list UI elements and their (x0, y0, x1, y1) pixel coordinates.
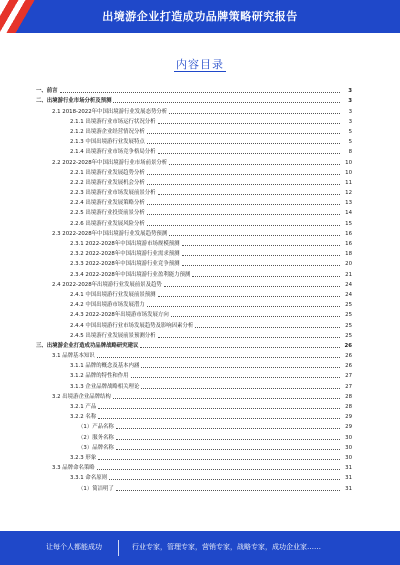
toc-entry-page: 3 (348, 98, 352, 105)
toc-entry-title: 3.1.3 企业品牌战略相关理论 (70, 383, 140, 390)
toc-dot-leader (147, 174, 340, 175)
toc-entry[interactable] (36, 206, 352, 216)
toc-entry[interactable] (36, 227, 352, 237)
footer-divider (118, 540, 119, 556)
toc-entry-title: 2.3.4 2022-2028年中国出境游行业盈利能力预测 (70, 271, 191, 278)
toc-entry-page: 5 (348, 128, 352, 135)
toc-dot-leader (182, 255, 341, 256)
toc-entry-page: 25 (345, 332, 352, 339)
toc-entry-page: 24 (345, 281, 352, 288)
toc-entry-page: 18 (345, 251, 352, 258)
toc-entry-title: 2.2.4 出境游行业发展策略分析 (70, 200, 145, 207)
toc-entry-page: 30 (345, 444, 352, 451)
toc-entry-page: 21 (345, 271, 352, 278)
toc-entry-title: 2.3.3 2022-2028年中国出境游行业竞争预测 (70, 261, 180, 268)
report-title: 出境游企业打造成功品牌策略研究报告 (102, 10, 298, 23)
toc-entry[interactable] (36, 379, 352, 389)
toc-dot-leader (131, 377, 340, 378)
toc-dot-leader (195, 327, 340, 328)
toc-dot-leader (169, 113, 340, 114)
toc-entry-title: （2）服务名称 (78, 434, 114, 441)
toc-entry-page: 15 (345, 220, 352, 227)
toc-entry[interactable] (36, 308, 352, 318)
toc-entry-page: 27 (345, 383, 352, 390)
toc-entry[interactable] (36, 400, 352, 410)
toc-entry-title: 2.2.3 出境游行业市场发展前景分析 (70, 190, 156, 197)
toc-entry-title: 3.2 出境游企业品牌结构 (52, 393, 111, 400)
toc-entry-title: 2.1.3 中国出境游行业发展特点 (70, 139, 145, 146)
toc-entry-page: 24 (345, 291, 352, 298)
toc-entry-title: 3.1 品牌基本知识 (52, 353, 95, 360)
toc-dot-leader (147, 225, 340, 226)
toc-dot-leader (158, 337, 340, 338)
toc-entry-page: 29 (345, 424, 352, 431)
toc-entry-page: 26 (345, 353, 352, 360)
toc-entry-title: 2.2 2022-2028年中国出境游行业市场前景分析 (52, 159, 168, 166)
toc-entry-page: 29 (345, 414, 352, 421)
toc-entry-title: （3）品牌名称 (78, 444, 114, 451)
toc-dot-leader (147, 184, 340, 185)
toc-heading: 内容目录 (176, 58, 224, 71)
toc-dot-leader (141, 367, 340, 368)
toc-dot-leader (141, 388, 340, 389)
toc-entry-title: 2.3.2 2022-2028年中国出境游行业需求预测 (70, 251, 180, 258)
toc-dot-leader (98, 459, 340, 460)
toc-entry-page: 5 (348, 139, 352, 146)
toc-heading-underline (174, 71, 226, 72)
toc-entry[interactable] (36, 441, 352, 451)
toc-entry[interactable] (36, 278, 352, 288)
toc-entry[interactable] (36, 155, 352, 165)
footer-experts-text: 行业专家，管理专家，营销专家，战略专家，成功企业家…… (132, 543, 321, 551)
toc-entry[interactable] (36, 329, 352, 339)
toc-entry-page: 8 (348, 149, 352, 156)
toc-entry-page: 31 (345, 475, 352, 482)
toc-entry[interactable] (36, 430, 352, 440)
toc-entry-title: 2.3 2022-2028年中国出境游行业发展趋势预测 (52, 230, 168, 237)
toc-entry-page: 16 (345, 230, 352, 237)
toc-entry-page: 10 (345, 159, 352, 166)
toc-entry[interactable] (36, 451, 352, 461)
toc-entry[interactable] (36, 166, 352, 176)
toc-entry[interactable] (36, 339, 352, 349)
toc-entry-title: 2.4.4 中国出境游行业市场发展趋势及影响因素分析 (70, 322, 194, 329)
toc-dot-leader (98, 408, 340, 409)
toc-dot-leader (171, 316, 340, 317)
toc-dot-leader (116, 449, 340, 450)
toc-dot-leader (158, 123, 340, 124)
toc-entry[interactable] (36, 318, 352, 328)
toc-entry[interactable] (36, 125, 352, 135)
toc-dot-leader (113, 102, 340, 103)
toc-entry-title: 3.1.2 品牌的特性和作用 (70, 373, 129, 380)
toc-dot-leader (147, 143, 340, 144)
toc-dot-leader (169, 164, 340, 165)
toc-dot-leader (182, 265, 341, 266)
toc-dot-leader (147, 306, 340, 307)
toc-entry[interactable] (36, 247, 352, 257)
toc-entry-title: （1）简洁明了 (78, 485, 114, 492)
toc-entry-page: 20 (345, 261, 352, 268)
toc-dot-leader (169, 235, 340, 236)
toc-entry-title: 三、出境游企业打造成功品牌战略研究建议 (36, 342, 139, 349)
toc-dot-leader (97, 357, 340, 358)
toc-entry-title: 2.4 2022-2028年出境游行业发展前景及趋势 (52, 281, 162, 288)
toc-entry-page: 31 (345, 465, 352, 472)
toc-entry-page: 3 (348, 108, 352, 115)
toc-entry[interactable] (36, 237, 352, 247)
toc-entry[interactable] (36, 481, 352, 491)
toc-entry-page: 26 (345, 363, 352, 370)
toc-dot-leader (158, 296, 340, 297)
toc-dot-leader (158, 194, 340, 195)
toc-entry-title: 3.3.1 命名原则 (70, 475, 107, 482)
toc-dot-leader (147, 204, 340, 205)
toc-entry-title: 2.2.2 出境游行业发展机会分析 (70, 179, 145, 186)
toc-entry-page: 3 (348, 118, 352, 125)
toc-entry[interactable] (36, 420, 352, 430)
toc-entry[interactable] (36, 94, 352, 104)
toc-entry[interactable] (36, 359, 352, 369)
toc-entry-title: 2.2.5 出境游行业投资前景分析 (70, 210, 145, 217)
toc-dot-leader (147, 133, 340, 134)
toc-entry[interactable] (36, 216, 352, 226)
toc-entry[interactable] (36, 267, 352, 277)
toc-dot-leader (140, 347, 340, 348)
toc-entry[interactable] (36, 135, 352, 145)
toc-entry-title: 2.1.4 出境游行业市场竞争格局分析 (70, 149, 156, 156)
toc-entry-title: 2.1 2018-2022年中国出境游行业发展态势分析 (52, 108, 168, 115)
toc-dot-leader (97, 469, 340, 470)
toc-dot-leader (113, 398, 340, 399)
toc-entry-title: 3.2.1 产品 (70, 404, 97, 410)
toc-entry-title: 3.2.3 形象 (70, 454, 97, 461)
toc-dot-leader (116, 428, 340, 429)
toc-entry-title: 3.1.1 品牌的概念及基本内涵 (70, 363, 140, 370)
toc-entry-page: 12 (345, 190, 352, 197)
table-of-contents (36, 84, 352, 492)
toc-entry-page: 28 (345, 404, 352, 410)
toc-dot-leader (98, 418, 340, 419)
toc-entry-title: 3.3 品牌命名策略 (52, 465, 95, 472)
toc-entry-title: 一、前言 (36, 88, 58, 95)
toc-entry[interactable] (36, 176, 352, 186)
toc-dot-leader (192, 276, 340, 277)
toc-entry-title: 二、出境游行业市场分析及预测 (36, 98, 112, 105)
toc-entry[interactable] (36, 104, 352, 114)
toc-dot-leader (116, 490, 340, 491)
toc-dot-leader (147, 214, 340, 215)
toc-dot-leader (164, 286, 340, 287)
toc-entry-page: 16 (345, 241, 352, 247)
toc-entry-page: 25 (345, 302, 352, 309)
toc-entry-title: 2.4.2 中国出境游市场发展潜力 (70, 302, 145, 309)
toc-entry[interactable] (36, 298, 352, 308)
toc-entry-page: 3 (348, 88, 352, 95)
toc-entry-page: 14 (345, 210, 352, 217)
toc-entry-page: 30 (345, 434, 352, 441)
toc-entry-page: 25 (345, 322, 352, 329)
toc-entry[interactable] (36, 471, 352, 481)
toc-dot-leader (158, 153, 340, 154)
toc-entry[interactable] (36, 145, 352, 155)
toc-entry-page: 31 (345, 485, 352, 492)
toc-entry[interactable] (36, 410, 352, 420)
toc-entry[interactable] (36, 369, 352, 379)
toc-entry-page: 26 (344, 342, 352, 349)
toc-entry-page: 13 (345, 200, 352, 207)
toc-dot-leader (109, 479, 340, 480)
toc-entry-title: （1）产品名称 (78, 424, 114, 431)
footer-banner (0, 531, 400, 565)
toc-dot-leader (116, 439, 340, 440)
toc-entry-page: 28 (345, 393, 352, 400)
toc-entry-title: 2.4.1 中国出境游行业发展前景预测 (70, 291, 156, 298)
toc-entry-title: 3.2.2 名称 (70, 414, 97, 421)
toc-entry-title: 2.4.5 出境游行业发展前景预测分析 (70, 332, 156, 339)
toc-entry[interactable] (36, 186, 352, 196)
toc-dot-leader (60, 92, 340, 93)
toc-entry[interactable] (36, 196, 352, 206)
toc-entry[interactable] (36, 461, 352, 471)
toc-dot-leader (182, 245, 341, 246)
toc-entry-title: 2.1.1 出境游行业市场运行状况分析 (70, 118, 156, 125)
toc-entry[interactable] (36, 349, 352, 359)
toc-entry-page: 25 (345, 312, 352, 319)
toc-entry-title: 2.2.6 出境游行业发展风险分析 (70, 220, 145, 227)
toc-entry-page: 27 (345, 373, 352, 380)
toc-entry-title: 2.1.2 出境游企业经营情况分析 (70, 128, 145, 135)
toc-entry-page: 30 (345, 454, 352, 461)
toc-entry[interactable] (36, 288, 352, 298)
footer-slogan: 让每个人都能成功 (46, 543, 102, 551)
toc-entry[interactable] (36, 84, 352, 94)
toc-entry-page: 10 (345, 169, 352, 176)
toc-entry[interactable] (36, 390, 352, 400)
toc-entry[interactable] (36, 257, 352, 267)
toc-entry-title: 2.4.3 2022-2028年出境游市场发展方向 (70, 312, 169, 319)
toc-entry-title: 2.2.1 出境游行业发展趋势分析 (70, 169, 145, 176)
toc-entry-title: 2.3.1 2022-2028年中国出境游市场规模预测 (70, 241, 180, 247)
toc-entry[interactable] (36, 115, 352, 125)
header-banner (0, 0, 400, 33)
toc-entry-page: 11 (345, 179, 352, 186)
